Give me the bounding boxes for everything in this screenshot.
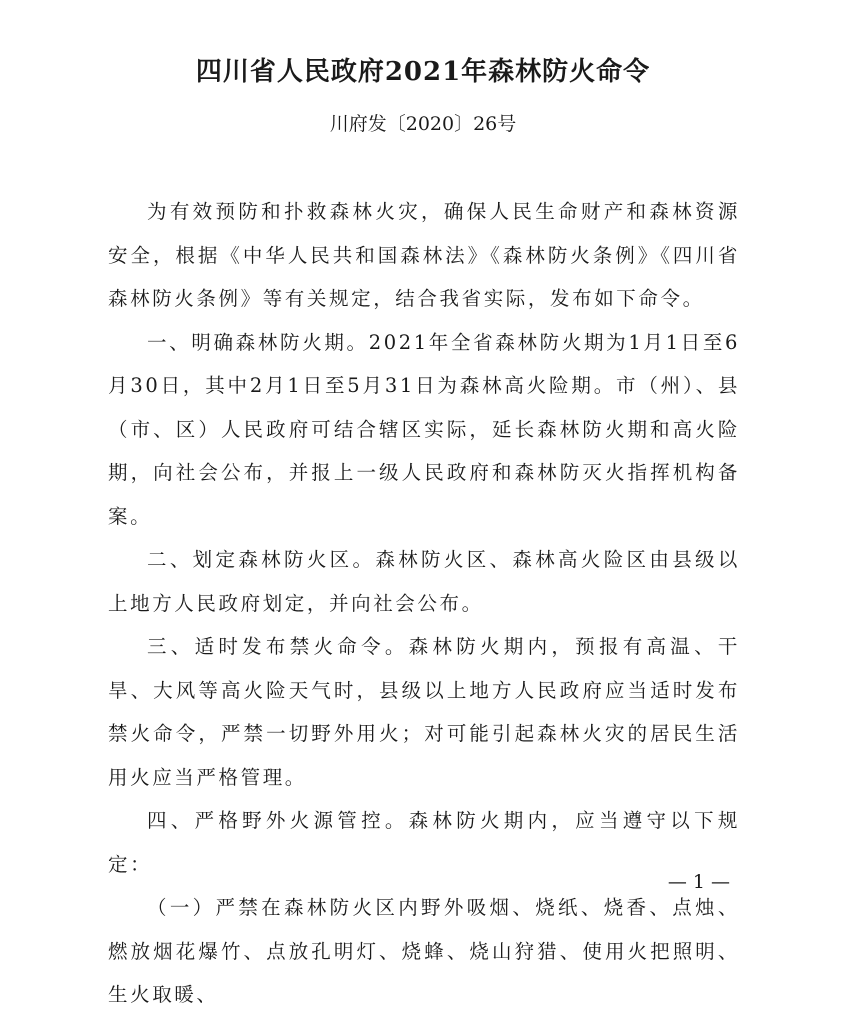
body-paragraph-4-1: （一）严禁在森林防火区内野外吸烟、烧纸、烧香、点烛、燃放烟花爆竹、点放孔明灯、烧蜂、烧山狩猎、使用火把照明、生火取暖、 bbox=[108, 896, 740, 1006]
page-number: — 1 — bbox=[667, 871, 730, 893]
document-number: 川府发〔2020〕26号 bbox=[329, 113, 517, 135]
body-paragraph-3: 三、适时发布禁火命令。森林防火期内，预报有高温、干旱、大风等高火险天气时，县级以上地方人民政府应当适时发布禁火命令，严禁一切野外用火；对可能引起森林火灾的居民生活用火应当严格管理。 bbox=[108, 635, 740, 789]
body-paragraph-2: 二、划定森林防火区。森林防火区、森林高火险区由县级以上地方人民政府划定，并向社会公布。 bbox=[108, 548, 740, 615]
body-paragraph-preamble: 为有效预防和扑救森林火灾，确保人民生命财产和森林资源安全，根据《中华人民共和国森林法》《森林防火条例》《四川省森林防火条例》等有关规定，结合我省实际，发布如下命令。 bbox=[108, 200, 740, 310]
document-title: 四川省人民政府2021年森林防火命令 bbox=[195, 57, 651, 87]
body-paragraph-4: 四、严格野外火源管控。森林防火期内，应当遵守以下规定： bbox=[108, 809, 740, 876]
body-paragraph-1: 一、明确森林防火期。2021年全省森林防火期为1月1日至6月30日，其中2月1日至5月31日为森林高火险期。市（州）、县（市、区）人民政府可结合辖区实际，延长森林防火期和高火险期，向社会公布，并报上一级人民政府和森林防灭火指挥机构备案。 bbox=[108, 330, 740, 528]
